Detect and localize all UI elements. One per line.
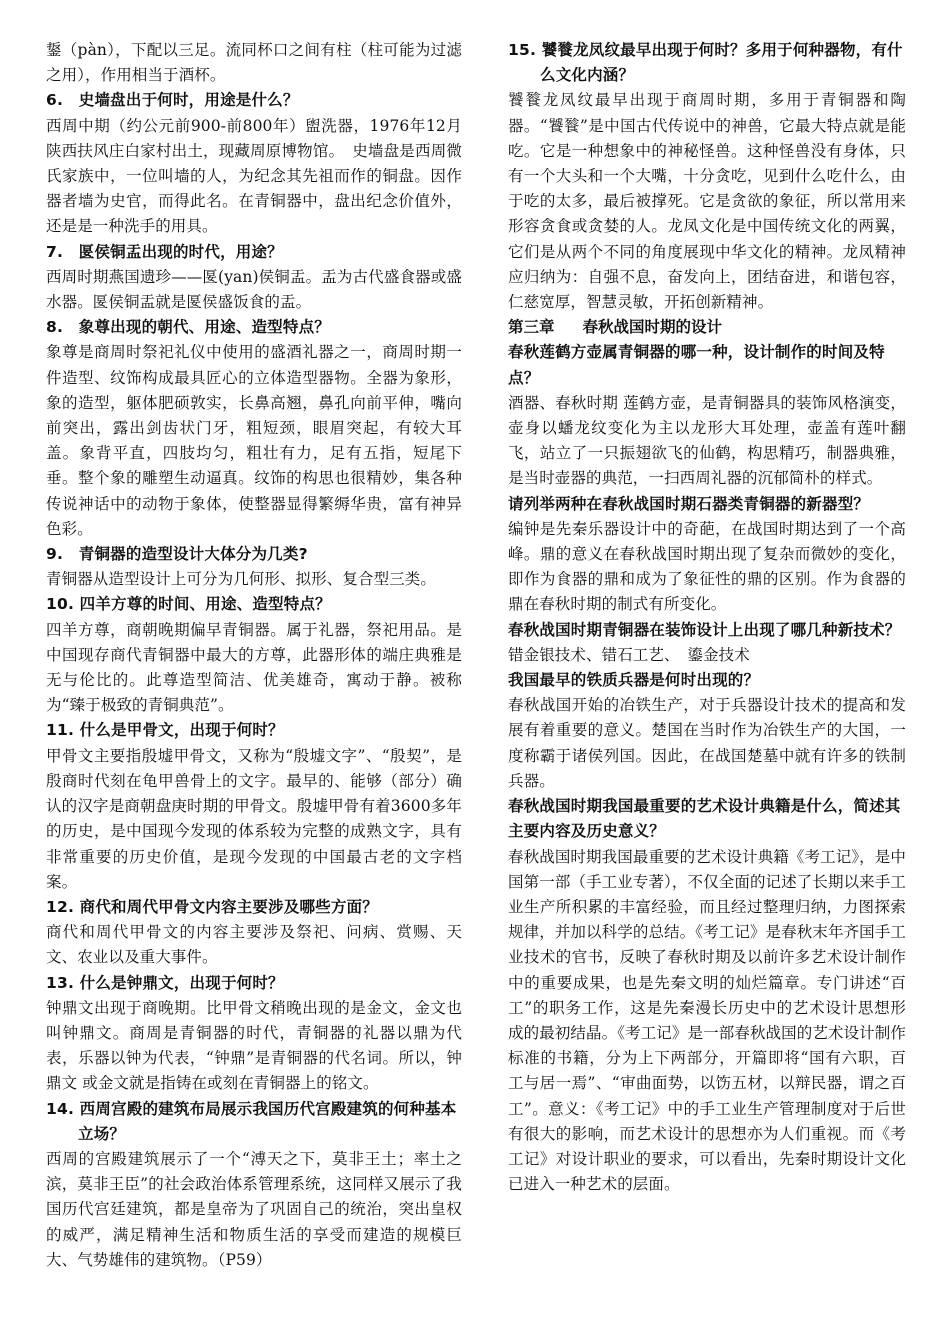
answer-9-paragraph: 青铜器从造型设计上可分为几何形、拟形、复合型三类。: [46, 570, 437, 589]
intro-paragraph: 鋬（pàn），下配以三足。流同杯口之间有柱（柱可能为过滤之用），作用相当于酒杯。: [46, 41, 462, 85]
answer-7-paragraph: 西周时期燕国遗珍——匽(yan)侯铜盂。盂为古代盛食器或盛水器。匽侯铜盂就是匽侯盛饭食的盂。: [46, 267, 462, 312]
answer-6-paragraph: 西周中期（约公元前900-前800年）盥洗器，1976年12月陕西扶风庄白家村出土，现藏周原博物馆。 史墙盘是西周微氏家族中，一位叫墙的人，为纪念其先祖而作的铜盘。因作器者墙为史官，而得此名。在青铜器中，盘出纪念价值外，还是是一种洗手的用具。: [46, 116, 462, 236]
question-7-heading: 7. 匽侯铜盂出现的时代，用途？: [46, 242, 283, 261]
question-new-forms-heading: 请列举两种在春秋战国时期石器类青铜器的新器型？: [508, 494, 870, 513]
answer-kaogongji-paragraph: 春秋战国时期我国最重要的艺术设计典籍《考工记》，是中国第一部（手工业专著），不仅全面的记述了长期以来手工业生产所积累的丰富经验，而且经过整理归纳，力图探索规律，并加以科学的总结。《考工记》是春秋末年齐国手工业技术的官书，反映了春秋时期及以前许多艺术设计制作中的重要成果，也是先秦文明的灿烂篇章。专门讲述“百工”的职务工作，这是先秦漫长历史中的艺术设计思想形成的最初结晶。《考工记》是一部春秋战国的艺术设计制作标准的书籍，分为上下两部分，开篇即将“国有六职，百工与居一焉”、“审曲面势，以饬五材，以辩民器，谓之百工”。意义：《考工记》中的手工业生产管理制度对于后世有很大的影响，而艺术设计的思想亦为人们重视。而《考工记》对设计职业的要求，可以看出，先秦时期设计文化已进入一种艺术的层面。: [508, 847, 906, 1194]
answer-12-paragraph: 商代和周代甲骨文的内容主要涉及祭祀、问病、赏赐、天文、农业以及重大事件。: [46, 923, 462, 967]
question-6-heading: 6. 史墙盘出于何时，用途是什么？: [46, 91, 299, 110]
answer-15-paragraph: 饕餮龙凤纹最早出现于商周时期，多用于青铜器和陶器。“饕餮”是中国古代传说中的神兽，它最大特点就是能吃。它是一种想象中的神秘怪兽。这种怪兽没有身体，只有一个大头和一个大嘴，十分贪吃，见到什么吃什么，由于吃的太多，最后被撑死。它是贪欲的象征，所以常用来形容贪食或贪婪的人。龙凤文化是中国传统文化的两翼，它们是从两个不同的角度展现中华文化的精神。龙凤精神应归纳为：自强不息，奋发向上，团结奋进，和谐包容，仁慈宽厚，智慧灵敏，开拓创新精神。: [508, 91, 906, 312]
answer-10-paragraph: 四羊方尊，商朝晚期偏早青铜器。属于礼器，祭祀用品。是中国现存商代青铜器中最大的方尊，此器形体的端庄典雅是无与伦比的。此尊造型简洁、优美雄奇，寓动于静。被称为“臻于极致的青铜典范”。: [46, 620, 462, 715]
answer-techniques-paragraph: 错金银技术、错石工艺、 鎏金技术: [508, 645, 750, 664]
chapter-title: 春秋战国时期的设计: [582, 318, 723, 337]
answer-new-forms-paragraph: 编钟是先秦乐器设计中的奇葩，在战国时期达到了一个高峰。鼎的意义在春秋战国时期出现了复杂而微妙的变化，即作为食器的鼎和成为了象征性的鼎的区别。作为食器的鼎在春秋时期的制式有所变化。: [508, 519, 906, 614]
chapter-heading: [508, 315, 906, 340]
answer-8-paragraph: 象尊是商周时祭祀礼仪中使用的盛酒礼器之一，商周时期一件造型、纹饰构成最具匠心的立体造型器物。全器为象形，象的造型，躯体肥硕敦实，长鼻高翘，鼻孔向前平伸，嘴向前突出，露出剑齿状门牙，粗短颈，眼眉突起，有较大耳盖。象背平直，四肢均匀，粗壮有力，足有五指，短尾下垂。整个象的雕塑生动逼真。纹饰的构思也很精妙，集各种传说神话中的动物于象体，使整器显得繁缛华贵，富有神异色彩。: [46, 343, 462, 538]
question-15-heading: 15. 饕餮龙凤纹最早出现于何时？多用于何种器物，有什么文化内涵？: [508, 41, 903, 85]
question-lianhe-heading: 春秋莲鹤方壶属青铜器的哪一种，设计制作的时间及特点？: [508, 343, 885, 387]
answer-13-paragraph: 钟鼎文出现于商晚期。比甲骨文稍晚出现的是金文，金文也叫钟鼎文。商周是青铜器的时代，青铜器的礼器以鼎为代表，乐器以钟为代表，“钟鼎”是青铜器的代名词。所以，钟鼎文 或金文就是指铸在或刻在青铜器上的铭文。: [46, 998, 462, 1093]
left-column: [46, 38, 462, 1273]
question-iron-weapons-heading: 我国最早的铁质兵器是何时出现的？: [508, 671, 760, 690]
question-14-heading: 14. 西周宫殿的建筑布局展示我国历代宫殿建筑的何种基本立场？: [46, 1099, 457, 1143]
answer-iron-weapons-paragraph: 春秋战国开始的冶铁生产，对于兵器设计技术的提高和发展有着重要的意义。楚国在当时作为冶铁生产的大国，一度称霸于诸侯列国。因此，在战国楚墓中就有许多的铁制兵器。: [508, 696, 906, 790]
question-13-heading: 13. 什么是钟鼎文，出现于何时？: [46, 973, 284, 992]
question-8-heading: 8. 象尊出现的朝代、用途、造型特点？: [46, 318, 330, 337]
chapter-number: 第三章: [508, 318, 555, 337]
question-9-heading: 9. 青铜器的造型设计大体分为几类?: [46, 545, 308, 564]
question-10-heading: 10. 四羊方尊的时间、用途、造型特点？: [46, 595, 331, 614]
answer-14-paragraph: 西周的宫殿建筑展示了一个“溥天之下，莫非王土；率土之滨，莫非王臣”的社会政治体系管理系统，这同样又展示了我国历代宫廷建筑，都是皇帝为了巩固自己的统治，突出皇权的威严，满足精神生活和物质生活的享受而建造的规模巨大、气势雄伟的建筑物。（P59）: [46, 1149, 462, 1269]
answer-lianhe-paragraph: 酒器、春秋时期 莲鹤方壶，是青铜器具的装饰风格演变，壶身以蟠龙纹变化为主以龙形大耳处理，壶盖有莲叶翻飞，站立了一只振翅欲飞的仙鹤，构思精巧，制器典雅，是当时壶器的典范，一扫西周礼器的沉郁简朴的样式。: [508, 393, 906, 488]
answer-11-paragraph: 甲骨文主要指殷墟甲骨文，又称为“殷墟文字”、“殷契”，是殷商时代刻在龟甲兽骨上的文字。最早的、能够（部分）确认的汉字是商朝盘庚时期的甲骨文。殷墟甲骨有着3600多年的历史，是中国现今发现的体系较为完整的成熟文字，具有非常重要的历史价值，是现今发现的中国最古老的文字档案。: [46, 746, 462, 891]
question-11-heading: 11. 什么是甲骨文，出现于何时？: [46, 721, 284, 740]
right-column: [508, 38, 906, 1197]
question-12-heading: 12. 商代和周代甲骨文内容主要涉及哪些方面？: [46, 897, 378, 916]
question-kaogongji-heading: 春秋战国时期我国最重要的艺术设计典籍是什么，简述其主要内容及历史意义？: [508, 797, 901, 841]
question-techniques-heading: 春秋战国时期青铜器在装饰设计上出现了哪几种新技术？: [508, 620, 901, 639]
